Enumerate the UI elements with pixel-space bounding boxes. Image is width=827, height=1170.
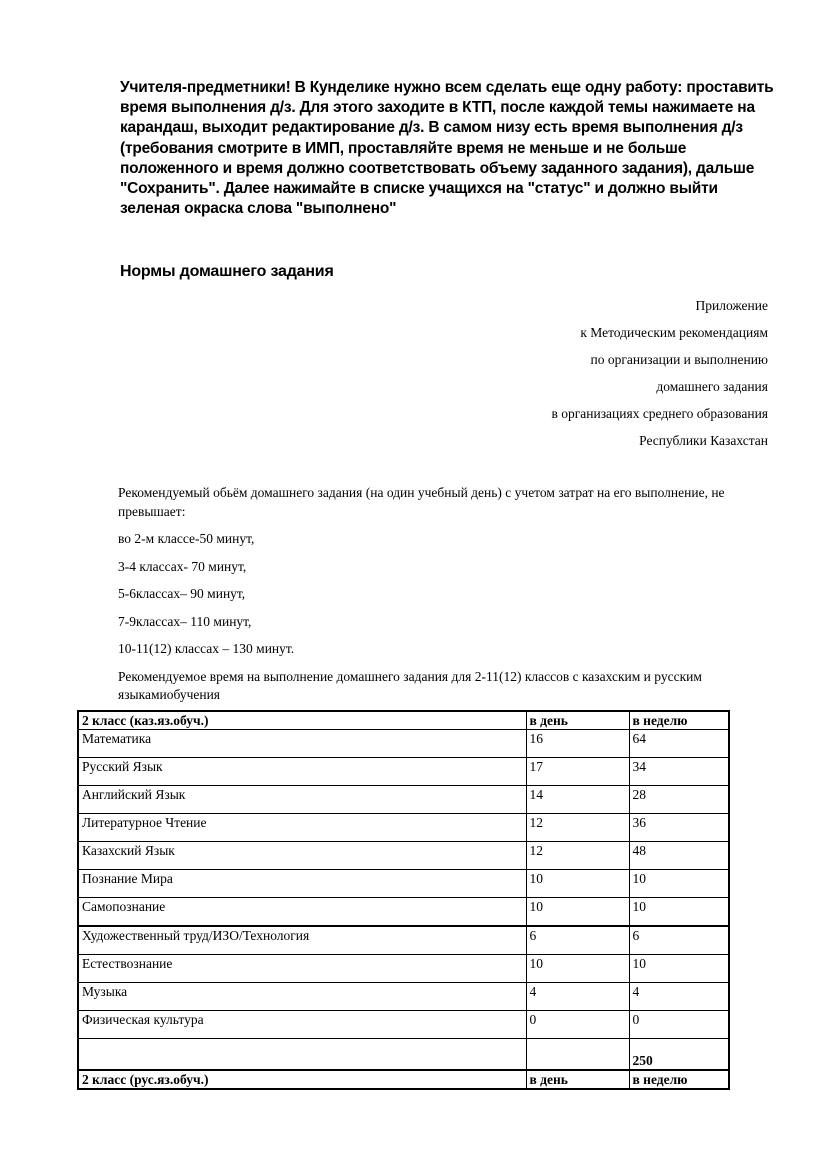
table-row bbox=[78, 730, 729, 758]
subject-cell: Казахский Язык bbox=[78, 842, 526, 870]
per-day-cell: 16 bbox=[526, 730, 629, 758]
footer-per-week-cell: в неделю bbox=[629, 1070, 729, 1089]
per-week-cell: 48 bbox=[629, 842, 729, 870]
footer-class-cell: 2 класс (рус.яз.обуч.) bbox=[78, 1070, 526, 1089]
per-day-cell: 4 bbox=[526, 983, 629, 1011]
per-week-cell: 250 bbox=[629, 1039, 729, 1071]
table-row bbox=[78, 955, 729, 983]
body-paragraph: 3-4 классах- 70 минут, bbox=[118, 558, 247, 574]
subject-cell: Русский Язык bbox=[78, 758, 526, 786]
annex-line: по организации и выполнению bbox=[590, 352, 768, 367]
per-week-cell: 36 bbox=[629, 814, 729, 842]
table-header-row bbox=[78, 711, 729, 730]
annex-line: домашнего задания bbox=[656, 379, 768, 394]
annex-line: Республики Казахстан bbox=[639, 433, 768, 448]
subject-cell: Художественный труд/ИЗО/Технология bbox=[78, 926, 526, 955]
body-paragraph: 5-6классах– 90 минут, bbox=[118, 586, 246, 601]
body-paragraph: Рекомендуемое время на выполнение домашнего задания для 2-11(12) классов с казахским и русским языкамиобучения bbox=[118, 668, 702, 702]
table-row bbox=[78, 898, 729, 927]
subject-cell: Самопознание bbox=[78, 898, 526, 927]
body-paragraph: 7-9классах– 110 минут, bbox=[118, 613, 252, 629]
table-row bbox=[78, 870, 729, 898]
per-day-cell bbox=[526, 1039, 629, 1071]
per-day-cell: 0 bbox=[526, 1011, 629, 1039]
homework-norms-table bbox=[77, 710, 730, 1090]
subject-cell: Естествознание bbox=[78, 955, 526, 983]
subject-cell: Математика bbox=[78, 730, 526, 758]
per-week-cell: 4 bbox=[629, 983, 729, 1011]
per-day-cell: 6 bbox=[526, 926, 629, 955]
per-week-cell: 10 bbox=[629, 870, 729, 898]
per-day-cell: 12 bbox=[526, 842, 629, 870]
body-text-block bbox=[118, 484, 773, 714]
per-week-cell: 28 bbox=[629, 786, 729, 814]
table-row bbox=[78, 1011, 729, 1039]
per-week-cell: 10 bbox=[629, 955, 729, 983]
table-body bbox=[78, 730, 729, 1071]
table-row bbox=[78, 786, 729, 814]
subject-cell: Английский Язык bbox=[78, 786, 526, 814]
table-row bbox=[78, 926, 729, 955]
footer-per-day-cell: в день bbox=[526, 1070, 629, 1089]
annex-block bbox=[120, 292, 768, 454]
table-row bbox=[78, 983, 729, 1011]
table-row bbox=[78, 1039, 729, 1071]
per-week-cell: 64 bbox=[629, 730, 729, 758]
notice-paragraph: Учителя-предметники! В Кунделике нужно всем сделать еще одну работу: проставить время выполнения д/з. Для этого заходите в КТП, после каждой темы нажимаете на карандаш, выходит редактирование д/з. В самом низу есть время выполнения д/з (требования смотрите в ИМП, проставляйте время не меньше и не больше положенного и время должно соответствовать объему заданного задания), дальше "Сохранить". Далее нажимайте в списке учащихся на "статус" и должно выйти зеленая окраска слова "выполнено" bbox=[120, 79, 774, 218]
per-day-cell: 10 bbox=[526, 870, 629, 898]
per-day-cell: 14 bbox=[526, 786, 629, 814]
annex-line: Приложение bbox=[695, 298, 768, 313]
subject-cell bbox=[78, 1039, 526, 1071]
annex-line: в организациях среднего образования bbox=[551, 406, 768, 421]
section-heading: Нормы домашнего задания bbox=[120, 263, 334, 280]
per-day-cell: 10 bbox=[526, 955, 629, 983]
header-per-day-cell: в день bbox=[526, 711, 629, 730]
subject-cell: Литературное Чтение bbox=[78, 814, 526, 842]
per-week-cell: 10 bbox=[629, 898, 729, 927]
table-row bbox=[78, 814, 729, 842]
table-row bbox=[78, 842, 729, 870]
header-class-cell: 2 класс (каз.яз.обуч.) bbox=[78, 711, 526, 730]
table-row bbox=[78, 758, 729, 786]
subject-cell: Физическая культура bbox=[78, 1011, 526, 1039]
body-paragraph: во 2-м классе-50 минут, bbox=[118, 531, 255, 546]
table-footer-header-row bbox=[78, 1070, 729, 1089]
subject-cell: Музыка bbox=[78, 983, 526, 1011]
header-per-week-cell: в неделю bbox=[629, 711, 729, 730]
per-week-cell: 0 bbox=[629, 1011, 729, 1039]
body-paragraph: 10-11(12) классах – 130 минут. bbox=[118, 641, 295, 656]
per-week-cell: 6 bbox=[629, 926, 729, 955]
per-day-cell: 17 bbox=[526, 758, 629, 786]
annex-line: к Методическим рекомендациям bbox=[580, 325, 768, 340]
body-paragraph: Рекомендуемый обьём домашнего задания (на один учебный день) с учетом затрат на его выполнение, не превышает: bbox=[118, 485, 725, 519]
per-week-cell: 34 bbox=[629, 758, 729, 786]
per-day-cell: 12 bbox=[526, 814, 629, 842]
per-day-cell: 10 bbox=[526, 898, 629, 927]
subject-cell: Познание Мира bbox=[78, 870, 526, 898]
